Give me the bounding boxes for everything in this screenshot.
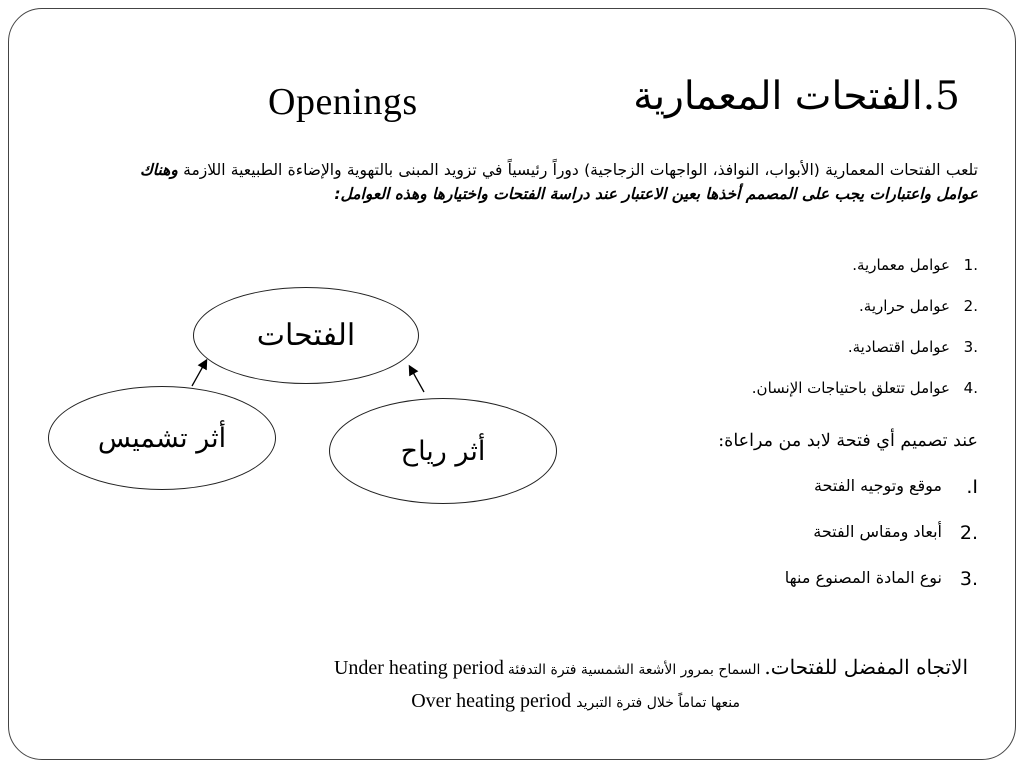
arrow-right [410,367,424,392]
diagram-left-label: أثر تشميس [97,422,227,454]
intro-emphasis-text: وهناك عوامل واعتبارات يجب على المصمم أخذها بعين الاعتبار عند دراسة الفتحات واختيارها وهذه العوامل: [140,161,978,203]
over-heating-line [316,690,740,713]
diagram-right-label: أثر رياح [400,435,486,467]
list-number: .4 [963,379,978,397]
intro-plain-text: تلعب الفتحات المعمارية (الأبواب، النوافذ، الواجهات الزجاجية) دوراً رئيسياً في تزويد المبنى بالتهوية والإضاءة الطبيعية اللازمة [177,161,978,179]
list-text: موقع وتوجيه الفتحة [813,476,942,495]
list-text: عوامل تتعلق باحتياجات الإنسان. [751,379,950,397]
list-text: عوامل حرارية. [859,297,950,315]
list-number: .3 [959,568,978,590]
list-number: .3 [963,338,978,356]
over-heating-arabic: منعها تماماًَ خلال فترة التبريد [576,695,740,711]
over-heating-english: Over heating period [411,690,572,712]
title-arabic: 5.الفتحات المعمارية [633,74,960,119]
list-number: .2 [963,297,978,315]
diagram-center-label: الفتحات [256,318,356,353]
orientation-line [208,655,968,680]
list-text: نوع المادة المصنوع منها [784,568,942,587]
under-heating-arabic: السماح بمرور الأشعة الشمسية فترة التدفئة [507,662,761,678]
arrow-left [192,361,206,386]
design-considerations-heading: عند تصميم أي فتحة لابد من مراعاة: [718,431,978,451]
list-text: عوامل اقتصادية. [847,338,950,356]
under-heating-english: Under heating period [333,657,504,679]
list-number: .1 [963,256,978,274]
list-number: I. [966,476,978,498]
list-text: عوامل معمارية. [852,256,950,274]
list-text: أبعاد ومقاس الفتحة [813,522,942,541]
orientation-label: الاتجاه المفضل للفتحات. [764,655,968,679]
list-number: .2 [959,522,978,544]
title-english: Openings [268,81,418,123]
